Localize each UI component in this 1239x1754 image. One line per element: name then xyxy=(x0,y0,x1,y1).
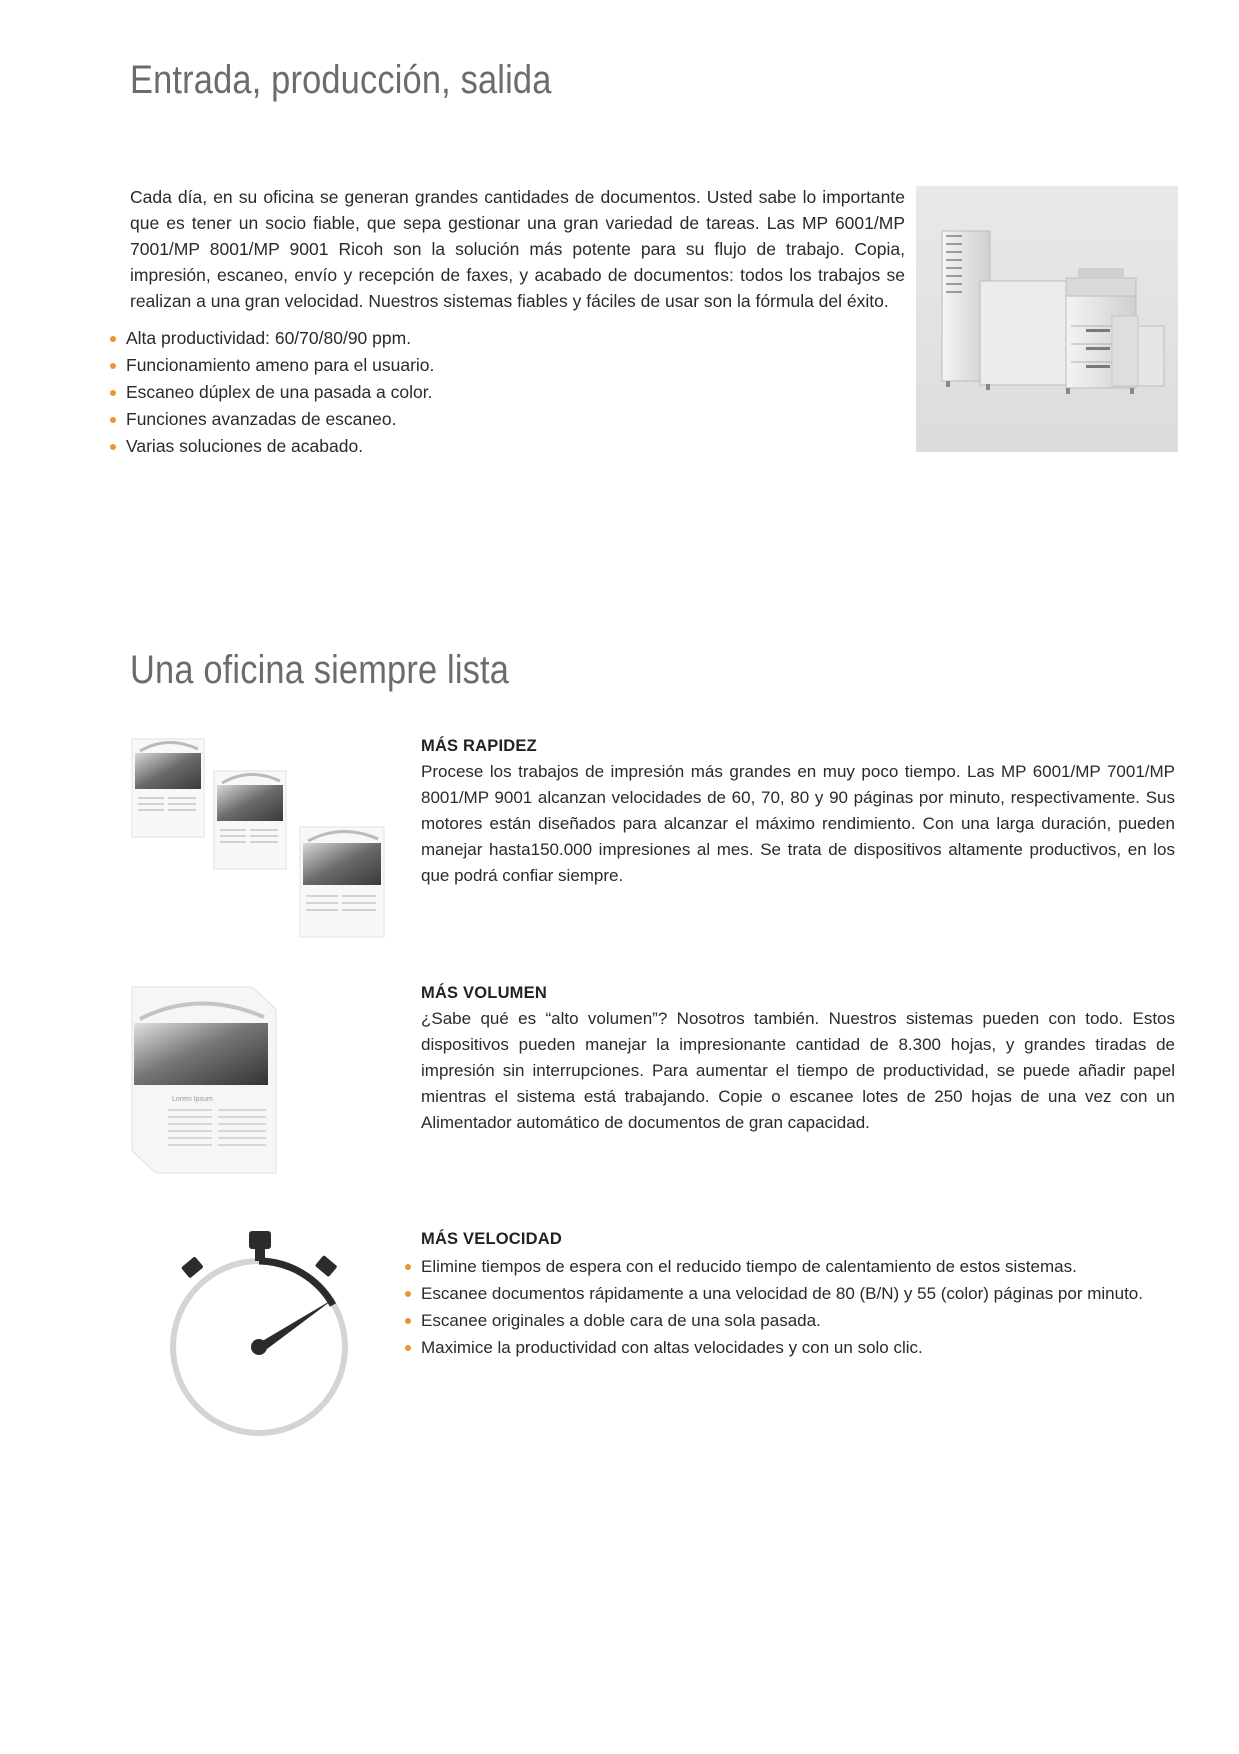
feature-bullet-list xyxy=(108,325,434,460)
doc-page-2 xyxy=(214,771,286,869)
feature-title-velocidad: MÁS VELOCIDAD xyxy=(421,1230,563,1248)
feature-body-rapidez: Procese los trabajos de impresión más grandes en muy poco tiempo. Las MP 6001/MP 7001/MP 8001/MP 9001 alcanzan velocidades de 60, 70, 80 y 90 páginas por minuto, respectivamente. Sus motores están diseñados para alcanzar el máximo rendimiento. Con una larga duración, pueden manejar hasta150.000 impresiones al mes. Se trata de dispositivos altamente productivos, en los que podrá confiar siempre. xyxy=(421,762,1175,885)
printer-photo xyxy=(916,186,1178,452)
doc-page-1 xyxy=(132,739,204,837)
feature-title-volumen: MÁS VOLUMEN xyxy=(421,984,547,1002)
feature-title-rapidez: MÁS RAPIDEZ xyxy=(421,737,537,755)
bullet-item: Elimine tiempos de espera con el reducido tiempo de calentamiento de estos sistemas. xyxy=(405,1253,1143,1280)
bullet-item: Escanee documentos rápidamente a una velocidad de 80 (B/N) y 55 (color) páginas por minuto. xyxy=(405,1280,1143,1307)
bullet-item: Alta productividad: 60/70/80/90 ppm. xyxy=(108,325,434,352)
bullet-item: Funcionamiento ameno para el usuario. xyxy=(108,352,434,379)
bullet-item: Funciones avanzadas de escaneo. xyxy=(108,406,434,433)
document-stack-illustration xyxy=(128,983,278,1178)
section-heading-oficina: Una oficina siempre lista xyxy=(130,648,510,692)
feature-body-volumen: ¿Sabe qué es “alto volumen”? Nosotros también. Nuestros sistemas pueden con todo. Estos dispositivos pueden manejar la impresionante cantidad de 8.300 hojas, y grandes tiradas de impresión sin interrupciones. Para aumentar el tiempo de productividad, se puede añadir papel mientras el sistema está trabajando. Copie o escanee lotes de 250 hojas de una vez con un Alimentador automático de documentos de gran capacidad. xyxy=(421,1009,1175,1132)
bullet-item: Escaneo dúplex de una pasada a color. xyxy=(108,379,434,406)
bullet-item: Escanee originales a doble cara de una sola pasada. xyxy=(405,1307,1143,1334)
doc-page-3 xyxy=(300,827,384,937)
documents-illustration xyxy=(128,735,394,945)
section-heading-entrada: Entrada, producción, salida xyxy=(130,58,552,102)
bullet-item: Maximice la productividad con altas velocidades y con un solo clic. xyxy=(405,1334,1143,1361)
intro-paragraph: Cada día, en su oficina se generan grandes cantidades de documentos. Usted sabe lo importante que es tener un socio fiable, que sepa gestionar una gran variedad de tareas. Las MP 6001/MP 7001/MP 8001/MP 9001 Ricoh son la solución más potente para su flujo de trabajo. Copia, impresión, escaneo, envío y recepción de faxes, y acabado de documentos: todos los trabajos se realizan a una gran velocidad. Nuestros sistemas fiables y fáciles de usar son la fórmula del éxito. xyxy=(130,187,905,311)
bullet-item: Varias soluciones de acabado. xyxy=(108,433,434,460)
doc-caption: Lorem Ipsum xyxy=(172,1096,213,1103)
velocidad-bullet-list xyxy=(405,1253,1143,1361)
stopwatch-icon xyxy=(165,1225,355,1440)
